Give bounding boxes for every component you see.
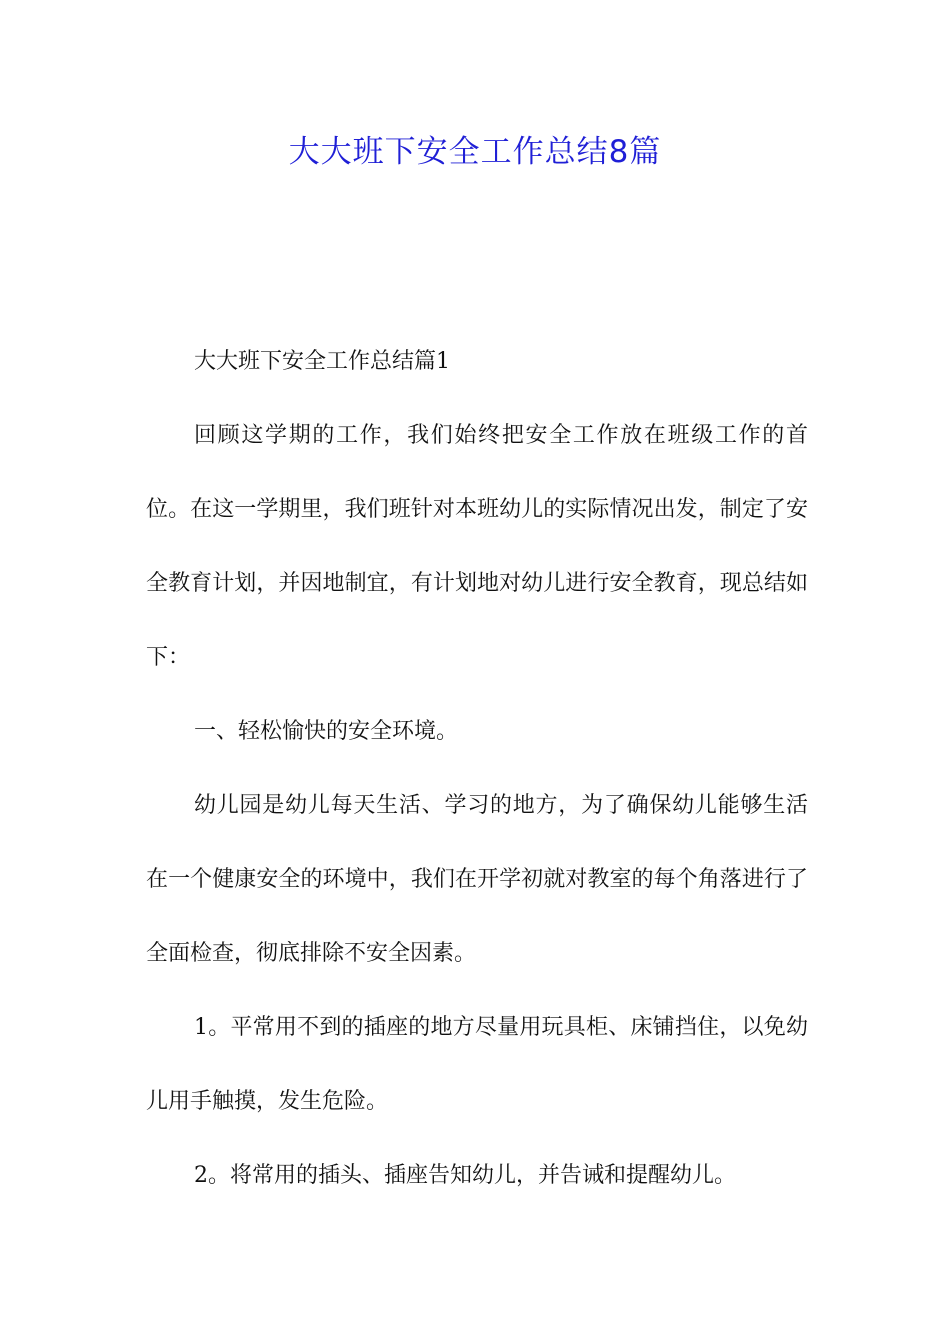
section-heading: 大大班下安全工作总结篇1 [194, 349, 450, 374]
paragraph-item-1: 1。平常用不到的插座的地方尽量用玩具柜、床铺挡住，以免幼儿用手触摸，发生危险。 [146, 1015, 808, 1114]
document-title: 大大班下安全工作总结8篇 [288, 134, 662, 170]
paragraph-kindergarten: 幼儿园是幼儿每天生活、学习的地方，为了确保幼儿能够生活在一个健康安全的环境中，我们在开学初就对教室的每个角落进行了全面检查，彻底排除不安全因素。 [146, 793, 808, 966]
paragraph-intro: 回顾这学期的工作，我们始终把安全工作放在班级工作的首位。在这一学期里，我们班针对本班幼儿的实际情况出发，制定了安全教育计划，并因地制宜，有计划地对幼儿进行安全教育，现总结如下： [146, 423, 808, 670]
document-body [146, 399, 808, 1213]
paragraph-heading-environment: 一、轻松愉快的安全环境。 [194, 719, 459, 744]
paragraph-item-2: 2。将常用的插头、插座告知幼儿，并告诫和提醒幼儿。 [194, 1163, 736, 1188]
